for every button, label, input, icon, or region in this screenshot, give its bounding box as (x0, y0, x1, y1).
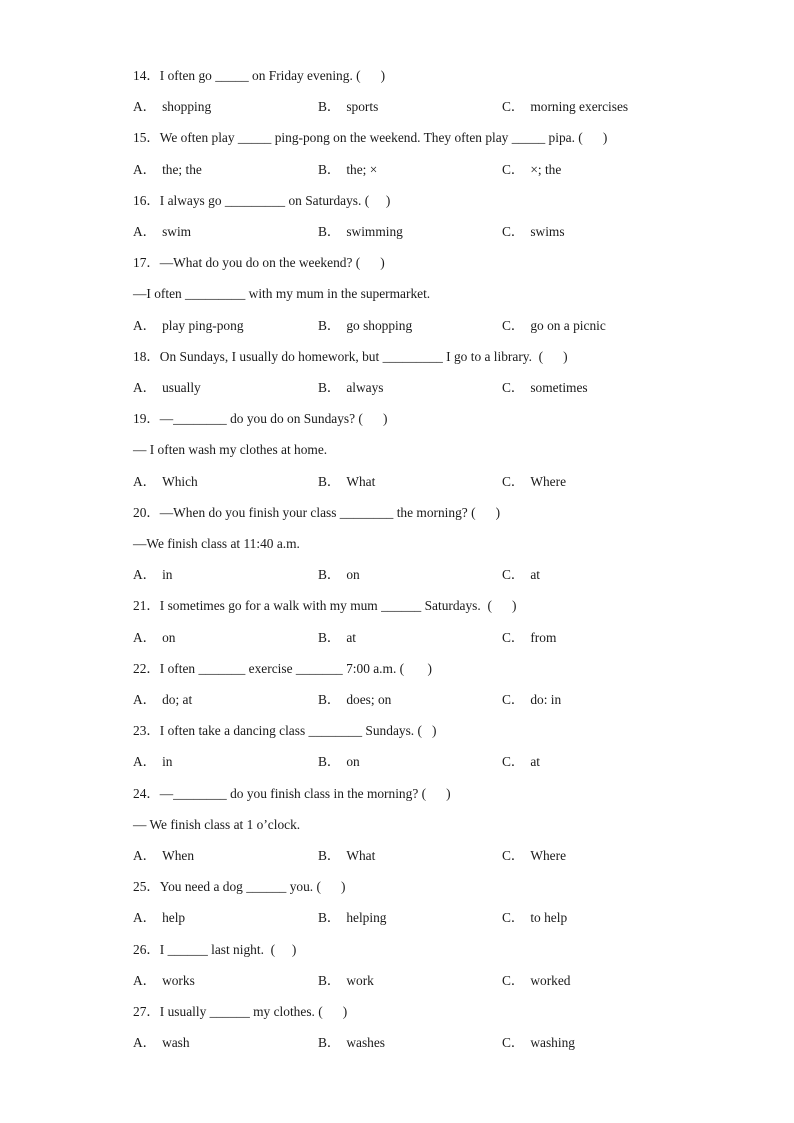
answer-option-a[interactable] (133, 99, 211, 115)
question-text: I often take a dancing class ________ Sundays. ( ) (159, 723, 437, 739)
option-letter: B． (318, 99, 341, 115)
option-letter: B． (318, 754, 341, 770)
answer-option-c[interactable] (502, 99, 628, 115)
option-text: do; at (162, 692, 193, 707)
option-text: the; the (162, 161, 202, 177)
question-text: —________ do you finish class in the morning? ( ) (159, 785, 451, 801)
question-stem (133, 505, 500, 521)
option-text: What (346, 473, 376, 489)
question-text: I usually ______ my clothes. ( ) (159, 1004, 348, 1019)
option-letter: C． (502, 317, 525, 333)
question-number: 17． (133, 255, 160, 271)
question-stem (133, 786, 451, 802)
option-text: in (162, 754, 173, 770)
option-text: does; on (346, 692, 392, 707)
option-text: shopping (162, 99, 212, 115)
answer-option-c[interactable] (502, 224, 565, 240)
question-text: —________ do you do on Sundays? ( ) (159, 411, 388, 427)
option-text: Which (162, 473, 198, 489)
question-text: I often go _____ on Friday evening. ( ) (159, 68, 386, 83)
option-text: When (162, 848, 195, 863)
option-text: usually (162, 380, 201, 395)
question-stem (133, 255, 385, 271)
answer-option-a[interactable] (133, 973, 195, 989)
question-stem (133, 723, 436, 739)
question-stem (133, 1004, 347, 1020)
question-stem (133, 598, 516, 614)
option-letter: B． (318, 972, 341, 988)
question-text: —I often _________ with my mum in the supermarket. (133, 286, 431, 302)
option-text: swimming (346, 224, 403, 239)
question-number: 24． (133, 785, 160, 801)
answer-option-a[interactable] (133, 380, 201, 396)
option-letter: A． (133, 317, 157, 333)
answer-option-b[interactable] (318, 910, 387, 926)
question-text: — I often wash my clothes at home. (133, 442, 328, 458)
question-text: We often play _____ ping-pong on the weekend. They often play _____ pipa. ( ) (159, 130, 608, 146)
option-text: morning exercises (530, 99, 629, 115)
option-letter: C． (502, 692, 525, 707)
answer-option-b[interactable] (318, 630, 356, 646)
option-text: worked (530, 972, 571, 988)
option-letter: C． (502, 567, 525, 583)
question-stem (133, 942, 296, 958)
option-text: wash (162, 1035, 190, 1051)
option-text: Where (530, 473, 567, 489)
question-number: 26． (133, 941, 160, 957)
answer-option-c[interactable] (502, 848, 566, 864)
question-stem (133, 879, 346, 895)
question-response-line (133, 817, 300, 833)
answer-option-a[interactable] (133, 692, 192, 708)
question-text: I ______ last night. ( ) (159, 941, 297, 957)
option-letter: C． (502, 99, 525, 115)
answer-option-c[interactable] (502, 910, 567, 926)
option-letter: B． (318, 1035, 341, 1051)
answer-option-b[interactable] (318, 1035, 385, 1051)
option-text: What (346, 848, 376, 863)
option-text: at (530, 754, 540, 770)
question-response-line (133, 536, 300, 552)
option-letter: C． (502, 910, 525, 926)
answer-option-c[interactable] (502, 1035, 575, 1051)
answer-option-b[interactable] (318, 692, 391, 708)
option-text: to help (530, 910, 568, 926)
answer-option-b[interactable] (318, 474, 375, 490)
option-text: from (530, 629, 557, 645)
answer-option-c[interactable] (502, 318, 606, 334)
question-number: 18． (133, 348, 160, 364)
option-text: ×; the (530, 161, 562, 177)
option-letter: B． (318, 910, 341, 926)
answer-option-a[interactable] (133, 630, 175, 646)
answer-option-a[interactable] (133, 318, 244, 334)
answer-option-a[interactable] (133, 910, 185, 926)
answer-option-c[interactable] (502, 474, 566, 490)
option-letter: A． (133, 972, 157, 988)
option-letter: A． (133, 1035, 157, 1051)
option-text: work (346, 972, 374, 988)
answer-option-a[interactable] (133, 567, 172, 583)
option-letter: C． (502, 972, 525, 988)
answer-option-c[interactable] (502, 162, 561, 178)
question-number: 23． (133, 723, 160, 739)
option-text: washing (530, 1035, 575, 1051)
option-text: washes (346, 1035, 386, 1051)
question-response-line (133, 286, 430, 302)
option-text: swims (530, 224, 565, 239)
option-letter: A． (133, 848, 157, 863)
answer-option-a[interactable] (133, 224, 191, 240)
option-text: helping (346, 910, 387, 926)
option-letter: A． (133, 692, 157, 707)
answer-option-c[interactable] (502, 630, 556, 646)
option-letter: C． (502, 629, 525, 645)
option-text: Where (530, 848, 567, 863)
option-text: sports (346, 99, 379, 115)
question-text: I often _______ exercise _______ 7:00 a.m. ( ) (159, 660, 432, 676)
question-text: —We finish class at 11:40 a.m. (133, 536, 300, 551)
option-text: sometimes (530, 380, 588, 395)
question-stem (133, 661, 432, 677)
question-text: On Sundays, I usually do homework, but _________ I go to a library. ( ) (159, 348, 568, 364)
question-number: 25． (133, 879, 160, 895)
option-letter: C． (502, 754, 525, 770)
option-letter: B． (318, 629, 341, 645)
answer-option-c[interactable] (502, 692, 561, 708)
option-text: swim (162, 224, 192, 239)
question-stem (133, 193, 390, 209)
option-letter: C． (502, 380, 525, 395)
option-letter: B． (318, 161, 341, 177)
answer-option-b[interactable] (318, 754, 360, 770)
question-stem (133, 411, 387, 427)
question-text: You need a dog ______ you. ( ) (159, 879, 346, 895)
question-text: I always go _________ on Saturdays. ( ) (159, 192, 391, 208)
option-letter: B． (318, 380, 341, 395)
question-response-line (133, 442, 327, 458)
question-text: I sometimes go for a walk with my mum ______ Saturdays. ( ) (159, 598, 517, 614)
option-letter: A． (133, 567, 157, 583)
option-letter: C． (502, 1035, 525, 1051)
answer-option-a[interactable] (133, 162, 202, 178)
question-stem (133, 68, 385, 84)
question-number: 21． (133, 598, 160, 614)
question-number: 27． (133, 1004, 160, 1019)
question-stem (133, 349, 568, 365)
answer-option-b[interactable] (318, 567, 360, 583)
answer-option-a[interactable] (133, 754, 172, 770)
option-letter: B． (318, 848, 341, 863)
option-letter: A． (133, 380, 157, 395)
answer-option-b[interactable] (318, 318, 412, 334)
option-letter: C． (502, 224, 525, 239)
question-number: 20． (133, 504, 160, 520)
question-number: 16． (133, 192, 160, 208)
option-letter: C． (502, 473, 525, 489)
option-letter: A． (133, 161, 157, 177)
answer-option-b[interactable] (318, 162, 377, 178)
question-text: —What do you do on the weekend? ( ) (159, 255, 385, 271)
answer-option-a[interactable] (133, 1035, 190, 1051)
answer-option-b[interactable] (318, 380, 384, 396)
option-text: help (162, 910, 186, 926)
answer-option-c[interactable] (502, 380, 588, 396)
answer-option-c[interactable] (502, 754, 540, 770)
option-text: on (162, 629, 176, 645)
option-text: always (346, 380, 384, 395)
answer-option-b[interactable] (318, 973, 374, 989)
question-number: 22． (133, 660, 160, 676)
option-letter: C． (502, 161, 525, 177)
option-text: do: in (530, 692, 562, 707)
option-letter: B． (318, 692, 341, 707)
option-letter: A． (133, 629, 157, 645)
option-text: at (346, 629, 356, 645)
answer-option-a[interactable] (133, 848, 194, 864)
option-text: go on a picnic (530, 317, 606, 333)
option-letter: A． (133, 99, 157, 115)
answer-option-b[interactable] (318, 848, 375, 864)
option-letter: C． (502, 848, 525, 863)
answer-option-c[interactable] (502, 567, 540, 583)
option-letter: B． (318, 224, 341, 239)
option-letter: B． (318, 567, 341, 583)
option-text: at (530, 567, 540, 583)
option-text: on (346, 567, 360, 583)
option-letter: A． (133, 910, 157, 926)
question-stem (133, 130, 607, 146)
option-letter: A． (133, 754, 157, 770)
option-text: the; × (346, 161, 378, 177)
question-number: 14． (133, 68, 160, 83)
question-number: 19． (133, 411, 160, 427)
question-text: — We finish class at 1 o’clock. (133, 816, 301, 832)
option-letter: A． (133, 224, 157, 239)
answer-option-b[interactable] (318, 224, 403, 240)
question-number: 15． (133, 130, 160, 146)
answer-option-b[interactable] (318, 99, 378, 115)
option-text: on (346, 754, 360, 770)
answer-option-a[interactable] (133, 474, 198, 490)
answer-option-c[interactable] (502, 973, 571, 989)
option-letter: A． (133, 473, 157, 489)
option-text: play ping-pong (162, 317, 244, 333)
option-text: go shopping (346, 317, 413, 333)
option-text: in (162, 567, 173, 583)
option-letter: B． (318, 473, 341, 489)
question-text: —When do you finish your class ________ the morning? ( ) (159, 504, 501, 520)
option-text: works (162, 972, 195, 988)
option-letter: B． (318, 317, 341, 333)
